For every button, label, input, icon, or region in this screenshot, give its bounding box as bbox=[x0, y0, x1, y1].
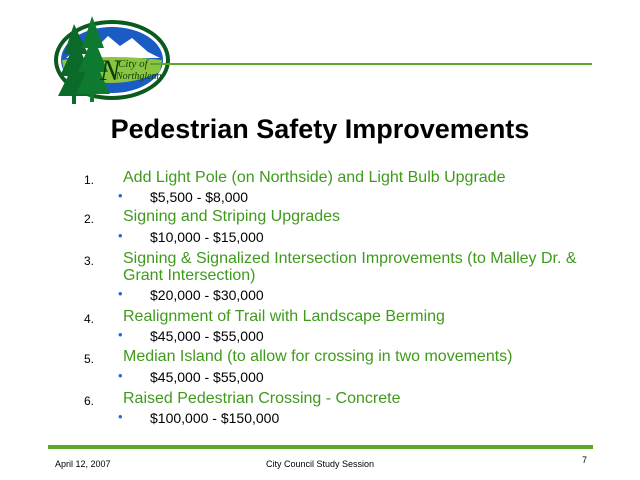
item-label: Median Island (to allow for crossing in two movements) bbox=[123, 348, 513, 365]
bullet-icon: • bbox=[118, 327, 123, 342]
logo-text-line1: City of bbox=[118, 58, 148, 70]
cost-range: $45,000 - $55,000 bbox=[150, 369, 264, 385]
item-label: Signing and Striping Upgrades bbox=[123, 208, 341, 225]
footer-divider bbox=[48, 445, 593, 449]
footer-session-title: City Council Study Session bbox=[265, 459, 375, 469]
item-label: Add Light Pole (on Northside) and Light Bulb Upgrade bbox=[123, 169, 506, 186]
bullet-icon: • bbox=[118, 368, 123, 383]
bullet-icon: • bbox=[118, 228, 123, 243]
slide-title: Pedestrian Safety Improvements bbox=[110, 114, 530, 144]
cost-range: $45,000 - $55,000 bbox=[150, 328, 264, 344]
item-number: 2. bbox=[84, 212, 95, 226]
bullet-icon: • bbox=[118, 409, 123, 424]
city-logo bbox=[44, 14, 174, 106]
item-label: Realignment of Trail with Landscape Berming bbox=[123, 308, 445, 325]
item-number: 1. bbox=[84, 173, 95, 187]
footer-date: April 12, 2007 bbox=[55, 459, 111, 469]
cost-range: $20,000 - $30,000 bbox=[150, 287, 264, 303]
cost-range: $100,000 - $150,000 bbox=[150, 410, 280, 426]
item-number: 4. bbox=[84, 312, 95, 326]
item-number: 3. bbox=[84, 254, 95, 268]
item-number: 6. bbox=[84, 394, 95, 408]
logo-initial: N bbox=[100, 54, 121, 87]
page-number: 7 bbox=[582, 455, 588, 465]
cost-range: $10,000 - $15,000 bbox=[150, 229, 264, 245]
item-label: Signing & Signalized Intersection Improvements (to Malley Dr. & Grant Intersection) bbox=[123, 250, 577, 284]
logo-text-line2: Northglenn bbox=[116, 71, 162, 82]
header-divider bbox=[150, 63, 592, 65]
cost-range: $5,500 - $8,000 bbox=[150, 189, 249, 205]
bullet-icon: • bbox=[118, 188, 123, 203]
item-number: 5. bbox=[84, 352, 95, 366]
bullet-icon: • bbox=[118, 286, 123, 301]
item-label: Raised Pedestrian Crossing - Concrete bbox=[123, 390, 401, 407]
